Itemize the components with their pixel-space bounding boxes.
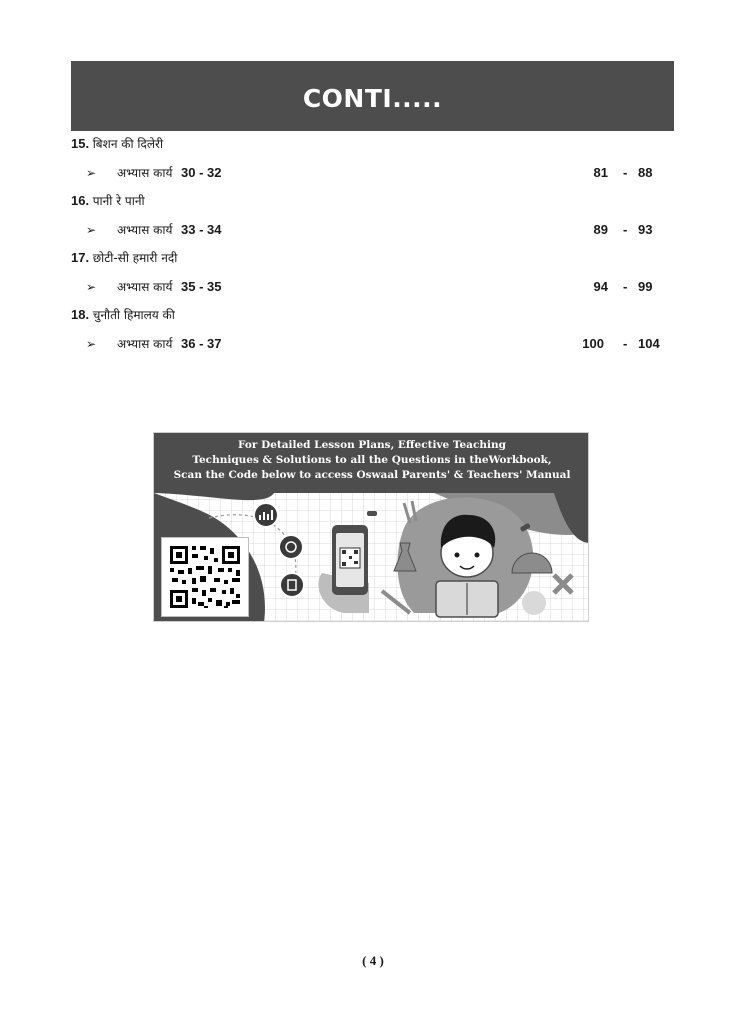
exercise-range: 36 - 37 xyxy=(181,336,222,351)
arrow-bullet-icon: ➢ xyxy=(86,280,97,294)
chapter-title: पानी रे पानी xyxy=(92,194,145,208)
promo-line: For Detailed Lesson Plans, Effective Teaching xyxy=(238,439,506,451)
page-end: 104 xyxy=(638,336,660,351)
page-start: 81 xyxy=(593,165,608,180)
entry-label: अभ्यास कार्य xyxy=(117,223,173,237)
qr-code-icon xyxy=(162,538,248,616)
page-start: 100 xyxy=(582,336,604,351)
page-start: 89 xyxy=(593,222,608,237)
chapter-heading xyxy=(71,305,175,325)
promo-heading xyxy=(154,433,589,493)
chapter-number: 16. xyxy=(71,193,90,208)
arrow-bullet-icon: ➢ xyxy=(86,166,97,180)
entry-label: अभ्यास कार्य xyxy=(117,337,173,351)
page-dash: - xyxy=(623,165,628,180)
page-dash: - xyxy=(623,222,628,237)
chapter-number: 18. xyxy=(71,307,90,322)
chapter-title: बिशन की दिलेरी xyxy=(92,137,164,151)
exercise-range: 35 - 35 xyxy=(181,279,222,294)
chapter-title: चुनौती हिमालय की xyxy=(92,308,175,322)
banner-title: CONTI..... xyxy=(302,83,443,113)
exercise-range: 33 - 34 xyxy=(181,222,222,237)
page-number: ( 4 ) xyxy=(362,953,384,968)
page-start: 94 xyxy=(593,279,608,294)
page-end: 93 xyxy=(638,222,653,237)
promo-line: Techniques & Solutions to all the Questions in theWorkbook, xyxy=(192,454,552,466)
page-dash: - xyxy=(623,279,628,294)
toc-entry xyxy=(71,163,674,183)
arrow-bullet-icon: ➢ xyxy=(86,223,97,237)
header-banner xyxy=(71,61,674,131)
page-end: 99 xyxy=(638,279,653,294)
qr-code[interactable] xyxy=(161,537,249,617)
chapter-number: 15. xyxy=(71,136,90,151)
page-dash: - xyxy=(623,336,628,351)
chapter-number: 17. xyxy=(71,250,90,265)
exercise-range: 30 - 32 xyxy=(181,165,222,180)
chapter-heading xyxy=(71,191,145,211)
chapter-heading xyxy=(71,134,163,154)
toc-entry xyxy=(71,220,674,240)
chapter-heading xyxy=(71,248,177,268)
chapter-title: छोटी-सी हमारी नदी xyxy=(92,251,178,265)
promo-line: Scan the Code below to access Oswaal Parents' & Teachers' Manual xyxy=(173,469,571,481)
toc-entry xyxy=(71,334,674,354)
entry-label: अभ्यास कार्य xyxy=(117,166,173,180)
page-end: 88 xyxy=(638,165,653,180)
promo-banner[interactable] xyxy=(153,432,589,622)
arrow-bullet-icon: ➢ xyxy=(86,337,97,351)
entry-label: अभ्यास कार्य xyxy=(117,280,173,294)
toc-entry xyxy=(71,277,674,297)
